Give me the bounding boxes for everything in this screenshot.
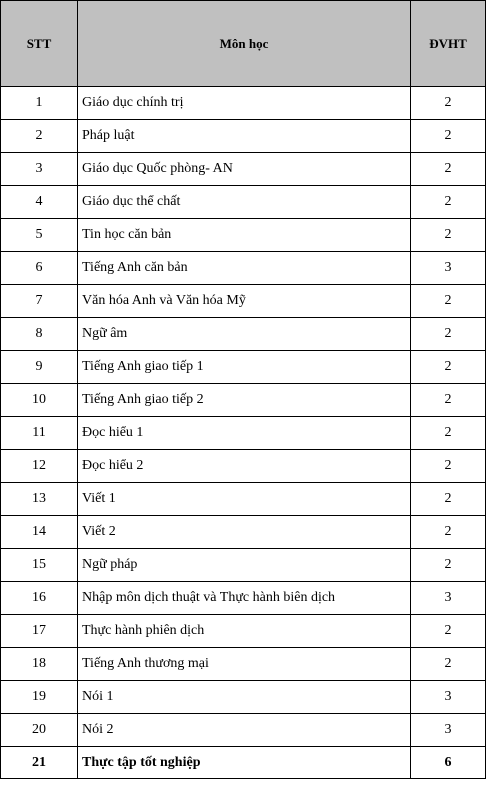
cell-dvht: 2 [411, 87, 486, 120]
cell-dvht: 2 [411, 120, 486, 153]
table-body [1, 87, 486, 779]
cell-stt: 6 [1, 252, 78, 285]
table-row [1, 747, 486, 779]
cell-mon-hoc: Tin học căn bản [78, 219, 411, 252]
cell-mon-hoc: Giáo dục thể chất [78, 186, 411, 219]
cell-stt: 4 [1, 186, 78, 219]
cell-stt: 17 [1, 615, 78, 648]
table-row [1, 153, 486, 186]
table-row [1, 615, 486, 648]
cell-stt: 21 [1, 747, 78, 779]
cell-mon-hoc: Giáo dục chính trị [78, 87, 411, 120]
cell-dvht: 2 [411, 285, 486, 318]
header-dvht: ĐVHT [411, 1, 486, 87]
table-row [1, 714, 486, 747]
cell-dvht: 2 [411, 450, 486, 483]
table-row [1, 186, 486, 219]
cell-stt: 15 [1, 549, 78, 582]
table-row [1, 648, 486, 681]
cell-mon-hoc: Tiếng Anh thương mại [78, 648, 411, 681]
cell-mon-hoc: Viết 2 [78, 516, 411, 549]
table-row [1, 87, 486, 120]
table-row [1, 450, 486, 483]
cell-dvht: 2 [411, 549, 486, 582]
cell-stt: 10 [1, 384, 78, 417]
table-row [1, 483, 486, 516]
cell-stt: 8 [1, 318, 78, 351]
cell-stt: 9 [1, 351, 78, 384]
cell-dvht: 2 [411, 318, 486, 351]
cell-stt: 20 [1, 714, 78, 747]
cell-dvht: 3 [411, 681, 486, 714]
header-mon-hoc: Môn học [78, 1, 411, 87]
cell-stt: 14 [1, 516, 78, 549]
header-row [1, 1, 486, 87]
cell-stt: 11 [1, 417, 78, 450]
cell-dvht: 2 [411, 516, 486, 549]
cell-mon-hoc: Viết 1 [78, 483, 411, 516]
cell-dvht: 2 [411, 417, 486, 450]
cell-stt: 13 [1, 483, 78, 516]
cell-dvht: 2 [411, 648, 486, 681]
cell-mon-hoc: Đọc hiểu 2 [78, 450, 411, 483]
cell-dvht: 2 [411, 384, 486, 417]
cell-dvht: 3 [411, 714, 486, 747]
cell-mon-hoc: Thực tập tốt nghiệp [78, 747, 411, 779]
table-row [1, 417, 486, 450]
cell-mon-hoc: Giáo dục Quốc phòng- AN [78, 153, 411, 186]
cell-mon-hoc: Nói 2 [78, 714, 411, 747]
cell-mon-hoc: Tiếng Anh giao tiếp 1 [78, 351, 411, 384]
cell-mon-hoc: Thực hành phiên dịch [78, 615, 411, 648]
table-row [1, 252, 486, 285]
cell-mon-hoc: Ngữ âm [78, 318, 411, 351]
table-row [1, 318, 486, 351]
cell-mon-hoc: Ngữ pháp [78, 549, 411, 582]
cell-mon-hoc: Tiếng Anh giao tiếp 2 [78, 384, 411, 417]
cell-stt: 3 [1, 153, 78, 186]
cell-dvht: 2 [411, 153, 486, 186]
cell-stt: 18 [1, 648, 78, 681]
cell-mon-hoc: Nói 1 [78, 681, 411, 714]
cell-dvht: 2 [411, 615, 486, 648]
cell-stt: 12 [1, 450, 78, 483]
cell-dvht: 6 [411, 747, 486, 779]
table-row [1, 285, 486, 318]
cell-dvht: 2 [411, 351, 486, 384]
cell-mon-hoc: Đọc hiểu 1 [78, 417, 411, 450]
table-row [1, 582, 486, 615]
cell-stt: 2 [1, 120, 78, 153]
cell-stt: 5 [1, 219, 78, 252]
cell-mon-hoc: Nhập môn dịch thuật và Thực hành biên dịch [78, 582, 411, 615]
table-row [1, 549, 486, 582]
cell-stt: 7 [1, 285, 78, 318]
cell-dvht: 3 [411, 252, 486, 285]
table-row [1, 351, 486, 384]
cell-stt: 16 [1, 582, 78, 615]
cell-stt: 19 [1, 681, 78, 714]
cell-mon-hoc: Văn hóa Anh và Văn hóa Mỹ [78, 285, 411, 318]
table-row [1, 516, 486, 549]
table-row [1, 219, 486, 252]
cell-dvht: 3 [411, 582, 486, 615]
cell-dvht: 2 [411, 483, 486, 516]
table-row [1, 384, 486, 417]
cell-mon-hoc: Pháp luật [78, 120, 411, 153]
cell-mon-hoc: Tiếng Anh căn bản [78, 252, 411, 285]
table-row [1, 681, 486, 714]
header-stt: STT [1, 1, 78, 87]
cell-stt: 1 [1, 87, 78, 120]
cell-dvht: 2 [411, 186, 486, 219]
cell-dvht: 2 [411, 219, 486, 252]
table-row [1, 120, 486, 153]
